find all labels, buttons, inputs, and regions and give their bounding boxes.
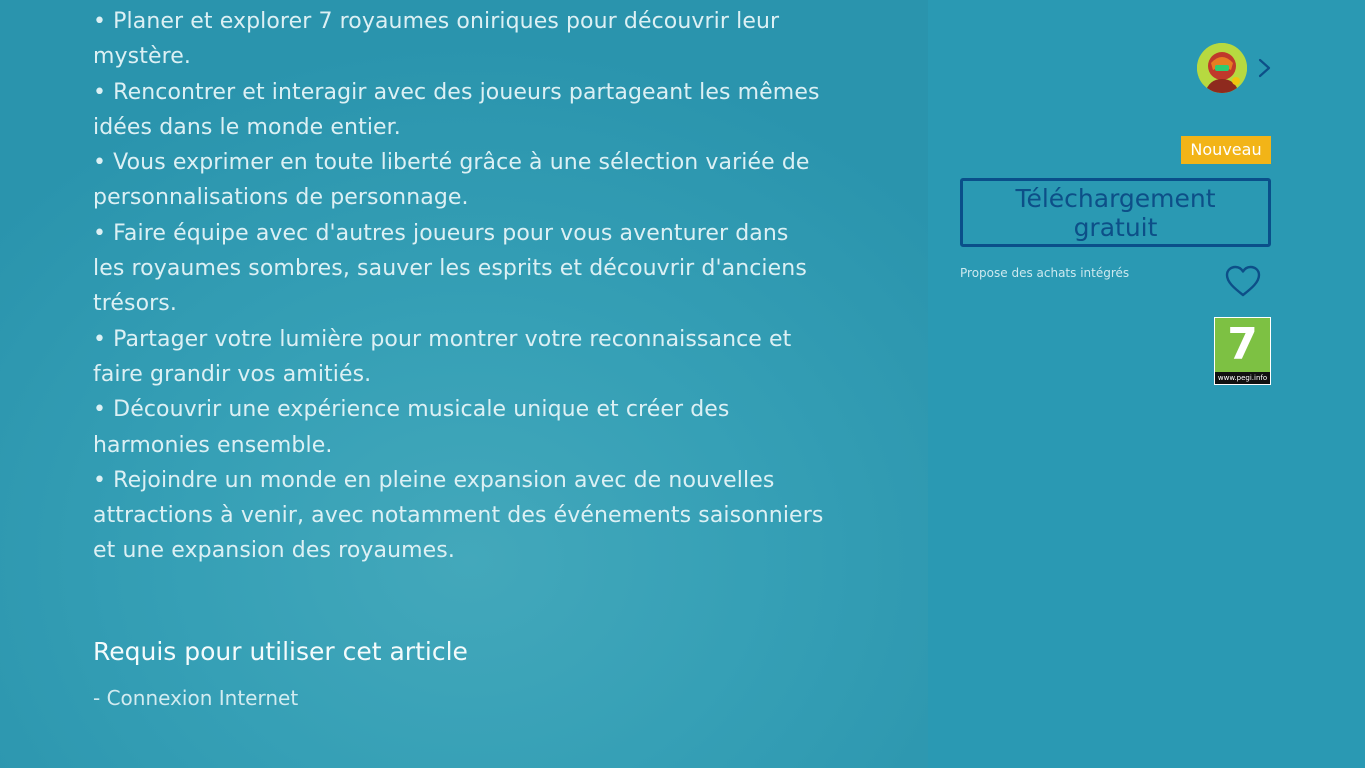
pegi-rating-badge bbox=[1214, 317, 1271, 385]
requirements-title: Requis pour utiliser cet article bbox=[93, 637, 468, 666]
pegi-rating-value: 7 bbox=[1227, 319, 1258, 370]
feature-item: • Planer et explorer 7 royaumes oniriques pour découvrir leur mystère. bbox=[93, 9, 780, 70]
feature-item: • Découvrir une expérience musicale unique et créer des harmonies ensemble. bbox=[93, 397, 730, 458]
heart-icon[interactable] bbox=[1224, 264, 1262, 298]
feature-item: • Faire équipe avec d'autres joueurs pour vous aventurer dans les royaumes sombres, sauver les esprits et découvrir d'anciens trésors. bbox=[93, 220, 807, 317]
new-badge: Nouveau bbox=[1181, 136, 1271, 164]
free-download-button[interactable]: Téléchargement gratuit bbox=[960, 178, 1271, 247]
feature-item: • Rencontrer et interagir avec des joueurs partageant les mêmes idées dans le monde entier. bbox=[93, 79, 820, 140]
user-avatar-icon[interactable] bbox=[1197, 43, 1247, 93]
avatar-image bbox=[1197, 43, 1247, 93]
feature-item: • Vous exprimer en toute liberté grâce à une sélection variée de personnalisations de personnage. bbox=[93, 150, 810, 211]
in-app-purchase-note: Propose des achats intégrés bbox=[960, 266, 1130, 280]
requirement-item: - Connexion Internet bbox=[93, 686, 299, 710]
purchase-sidebar bbox=[928, 0, 1365, 768]
chevron-right-icon[interactable] bbox=[1256, 57, 1274, 79]
feature-item: • Partager votre lumière pour montrer votre reconnaissance et faire grandir vos amitiés. bbox=[93, 326, 792, 387]
feature-item: • Rejoindre un monde en pleine expansion avec de nouvelles attractions à venir, avec notamment des événements saisonniers et une expansion des royaumes. bbox=[93, 467, 824, 564]
feature-list bbox=[93, 4, 893, 569]
pegi-url: www.pegi.info bbox=[1215, 372, 1270, 384]
